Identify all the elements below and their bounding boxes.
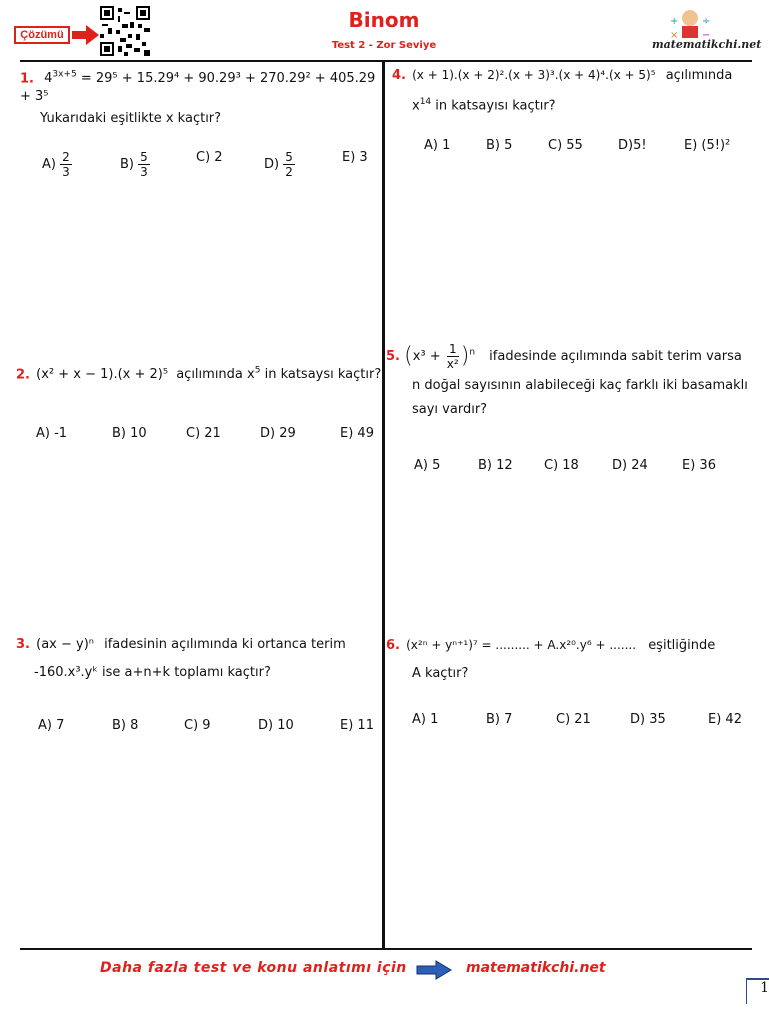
question-text-line2: -160.x³.yᵏ ise a+n+k toplamı kaçtır? [34, 665, 271, 680]
question-expression: (x² + x − 1).(x + 2)⁵ [36, 367, 169, 383]
options-q6 [392, 712, 758, 732]
question-text: açılımında $x^5$ in katsaysı kaçtır? [176, 366, 382, 383]
footer-arrow-icon [416, 960, 452, 980]
bottom-rule [20, 948, 752, 950]
page-number: 1 [746, 978, 769, 1004]
options-q5 [392, 458, 758, 478]
option-b[interactable]: B) $\frac{5}{3}$ [120, 150, 148, 179]
column-divider [382, 60, 385, 950]
option-c[interactable]: C) 9 [184, 718, 211, 733]
option-d[interactable]: D) 35 [630, 712, 666, 727]
page-title: Binom [348, 8, 420, 32]
option-c[interactable]: C) 18 [544, 458, 579, 473]
question-text-line2: n doğal sayısının alabileceği kaç farklı iki basamaklı [412, 378, 748, 393]
question-text-line2: A kaçtır? [412, 666, 469, 681]
option-e[interactable]: E) 11 [340, 718, 374, 733]
question-6 [386, 636, 758, 683]
logo-text: matematikchi.net [652, 38, 762, 51]
question-5 [386, 342, 758, 419]
question-number: 6. [386, 638, 400, 653]
option-d[interactable]: D) 24 [612, 458, 648, 473]
question-expression: (x³ + $\frac{1}{\text{x²}}$ )$^n$ [404, 342, 476, 371]
question-2 [16, 362, 380, 384]
option-a[interactable]: A) 7 [38, 718, 65, 733]
question-expression: (x²ⁿ + yⁿ⁺¹)⁷ = ......... + A.x²⁰.y⁶ + ....... [406, 638, 637, 652]
option-b[interactable]: B) 10 [112, 426, 147, 441]
option-c[interactable]: C) 55 [548, 138, 583, 153]
option-a[interactable]: A) $\frac{2}{3}$ [42, 150, 70, 179]
option-b[interactable]: B) 5 [486, 138, 513, 153]
svg-text:−: − [702, 30, 711, 41]
svg-text:×: × [670, 30, 679, 41]
question-number: 3. [16, 637, 30, 652]
question-number: 1. [20, 71, 34, 87]
top-rule [20, 60, 752, 62]
footer-link[interactable]: matematikchi.net [466, 960, 606, 976]
question-text-line3: sayı vardır? [412, 402, 488, 417]
option-c[interactable]: C) 21 [556, 712, 591, 727]
option-a[interactable]: A) 1 [412, 712, 439, 727]
option-e[interactable]: E) (5!)² [684, 138, 731, 153]
question-expression: (x + 1).(x + 2)².(x + 3)³.(x + 4)⁴.(x + 5)⁵ [412, 68, 656, 82]
option-a[interactable]: A) 5 [414, 458, 441, 473]
option-e[interactable]: E) 36 [682, 458, 716, 473]
question-number: 5. [386, 349, 400, 364]
question-number: 4. [392, 68, 406, 83]
question-text: ifadesinde açılımında sabit terim varsa [489, 349, 742, 364]
option-e[interactable]: E) 3 [342, 150, 368, 165]
option-b[interactable]: B) 12 [478, 458, 513, 473]
option-d[interactable]: D) $\frac{5}{2}$ [264, 150, 293, 179]
options-q1 [20, 142, 380, 179]
footer-text: Daha fazla test ve konu anlatımı için [100, 960, 407, 976]
question-expression: (ax − y)ⁿ [36, 637, 94, 652]
option-c[interactable]: C) 2 [196, 150, 223, 165]
options-q4 [392, 138, 758, 158]
svg-text:÷: ÷ [702, 16, 711, 27]
option-a[interactable]: A) 1 [424, 138, 451, 153]
question-1 [20, 66, 380, 128]
option-e[interactable]: E) 49 [340, 426, 374, 441]
question-3 [16, 636, 380, 682]
option-a[interactable]: A) -1 [36, 426, 68, 441]
option-b[interactable]: B) 8 [112, 718, 139, 733]
svg-text:+: + [670, 16, 679, 27]
question-text: eşitliğinde [648, 638, 716, 653]
question-expression: $4^{3x+5} = 29^5 + 15.29^4 + 90.29^3 + 270.29^2 + 405.29 + 3^5$ [20, 70, 376, 105]
option-b[interactable]: B) 7 [486, 712, 513, 727]
question-text-line2: $x^{14}$ in katsayısı kaçtır? [412, 97, 556, 114]
options-q2 [20, 426, 380, 446]
option-d[interactable]: D) 29 [260, 426, 296, 441]
option-e[interactable]: E) 42 [708, 712, 742, 727]
question-4 [392, 66, 758, 115]
option-d[interactable]: D)5! [618, 138, 647, 153]
page-subtitle: Test 2 - Zor Seviye [331, 40, 437, 51]
option-d[interactable]: D) 10 [258, 718, 294, 733]
question-text: Yukarıdaki eşitlikte x kaçtır? [40, 111, 222, 127]
options-q3 [20, 718, 380, 738]
question-number: 2. [16, 367, 30, 383]
cozum-button[interactable]: Çözümü [14, 26, 70, 44]
option-c[interactable]: C) 21 [186, 426, 221, 441]
question-text: açılımında [665, 68, 733, 83]
question-text: ifadesinin açılımında ki ortanca terim [104, 637, 346, 652]
